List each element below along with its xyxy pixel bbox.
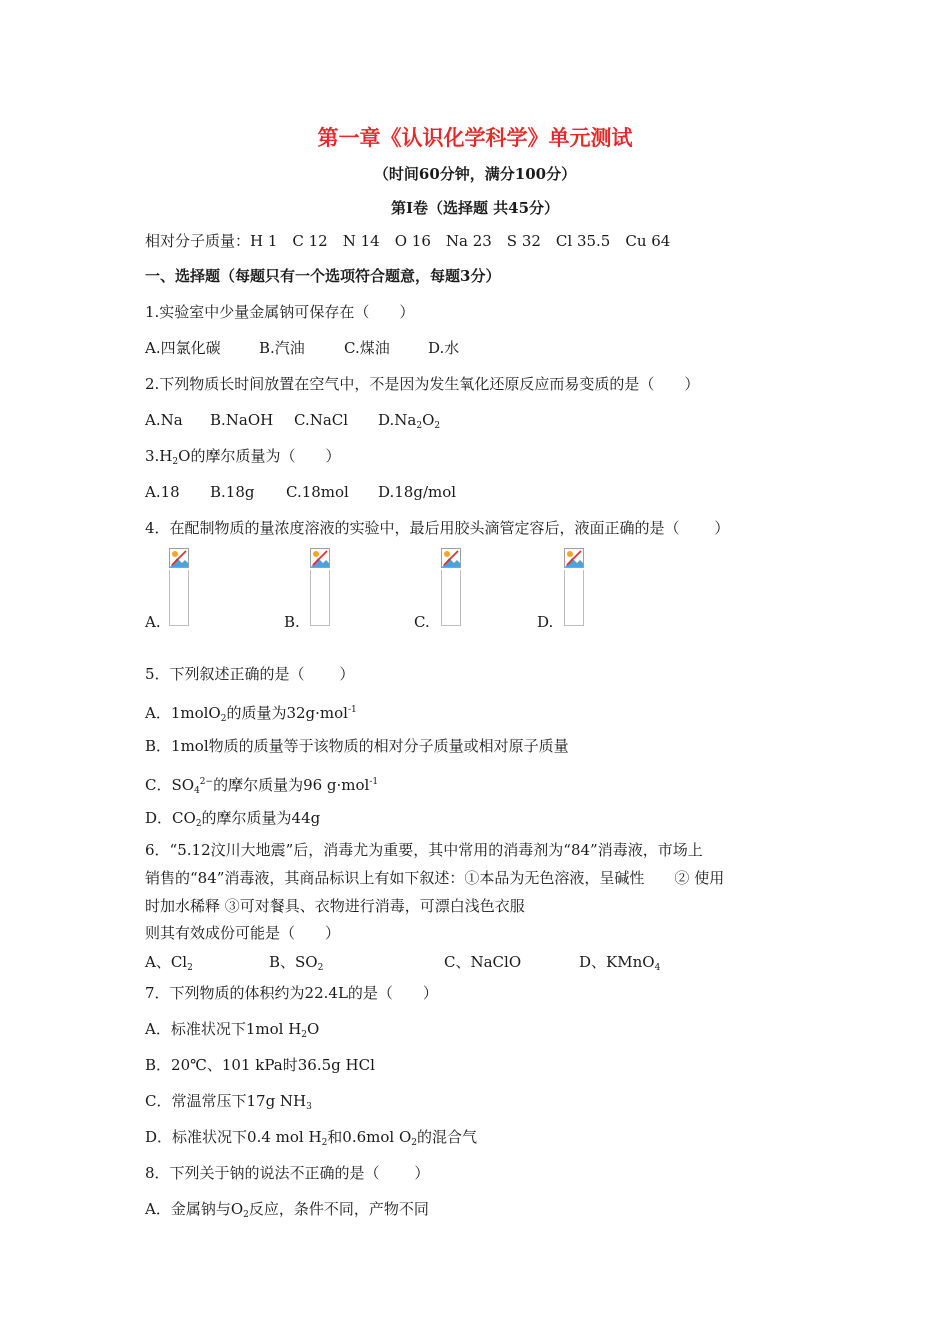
q4-option-d-label: D.	[537, 613, 554, 631]
q4-option-a-label: A.	[145, 613, 161, 631]
question-6-line-3: 时加水稀释 ③可对餐具、衣物进行消毒，可漂白浅色衣服	[145, 897, 525, 915]
test-tube-outline	[310, 570, 330, 626]
q1-option-b: B.汽油	[259, 339, 305, 357]
broken-image-icon	[564, 548, 584, 568]
q4-option-a-image	[169, 548, 193, 628]
q3-option-a: A.18	[145, 483, 180, 501]
question-7-stem: 7．下列物质的体积约为22.4L的是（ ）	[145, 984, 438, 1002]
q8-option-a: A．金属钠与$O_2$反应，条件不同，产物不同	[145, 1200, 429, 1220]
q1-option-c: C.煤油	[344, 339, 390, 357]
part-title: 第Ⅰ卷（选择题 共45分）	[390, 199, 560, 217]
q7-option-b: B．20℃、101 kPa时36.5g HCl	[145, 1056, 375, 1074]
q3-option-d: D.18g/mol	[378, 483, 457, 501]
q6-option-a: A、$Cl_2$	[145, 953, 193, 973]
question-8-stem: 8．下列关于钠的说法不正确的是（ ）	[145, 1164, 430, 1182]
molar-mass-line: 相对分子质量：H 1 C 12 N 14 O 16 Na 23 S 32 Cl 35.5 Cu 64	[145, 232, 671, 250]
q1-option-d: D.水	[428, 339, 460, 357]
q4-option-b-image	[310, 548, 334, 628]
question-2-stem: 2.下列物质长时间放置在空气中，不是因为发生氧化还原反应而易变质的是（ ）	[145, 375, 700, 393]
test-tube-outline	[441, 570, 461, 626]
q2-option-c: C.NaCl	[294, 411, 349, 429]
q4-option-d-image	[564, 548, 588, 628]
test-tube-outline	[564, 570, 584, 626]
q4-option-c-label: C.	[414, 613, 430, 631]
q5-option-c: C．$SO_4^{2-}$的摩尔质量为96 g·mol$^{-1}$	[145, 776, 379, 796]
q1-option-a: A.四氯化碳	[145, 339, 221, 357]
q3-option-c: C.18mol	[286, 483, 349, 501]
q6-option-d: D、KMnO$_4$	[579, 953, 661, 973]
broken-image-icon	[310, 548, 330, 568]
question-6-line-4: 则其有效成份可能是（ ）	[145, 924, 341, 942]
q2-option-b: B.NaOH	[210, 411, 274, 429]
question-4-stem: 4．在配制物质的量浓度溶液的实验中，最后用胶头滴管定容后，液面正确的是（ ）	[145, 519, 730, 537]
page-title: 第一章《认识化学科学》单元测试	[317, 125, 633, 150]
q4-option-b-label: B.	[284, 613, 300, 631]
q6-option-c: C、NaClO	[444, 953, 522, 971]
broken-image-icon	[441, 548, 461, 568]
q2-option-a: A.Na	[145, 411, 183, 429]
test-tube-outline	[169, 570, 189, 626]
q6-option-b: B、$SO_2$	[269, 953, 324, 973]
q5-option-b: B．1mol物质的质量等于该物质的相对分子质量或相对原子质量	[145, 737, 569, 755]
q7-option-d: D．标准状况下0.4 mol $H_2$和0.6mol $O_2$的混合气	[145, 1128, 478, 1148]
q5-option-a: A．1molO$_2$的质量为32g·mol$^{-1}$	[145, 704, 357, 724]
question-3-stem: $3.H_2O$的摩尔质量为（ ）	[145, 447, 341, 467]
q3-option-b: B.18g	[210, 483, 255, 501]
q2-option-d: $D.Na_2O_2$	[378, 411, 441, 431]
q4-option-c-image	[441, 548, 465, 628]
question-6-line-2: 销售的“84”消毒液，其商品标识上有如下叙述：①本品为无色溶液，呈碱性 ② 使用	[145, 869, 725, 887]
q7-option-c: C．常温常压下17g $NH_3$	[145, 1092, 312, 1112]
question-6-line-1: 6．“5.12汶川大地震”后，消毒尤为重要，其中常用的消毒剂为“84”消毒液，市场上	[145, 841, 703, 859]
question-1-stem: 1.实验室中少量金属钠可保存在（ ）	[145, 303, 415, 321]
time-note: （时间60分钟，满分100分）	[373, 165, 577, 183]
broken-image-icon	[169, 548, 189, 568]
section-title: 一、选择题（每题只有一个选项符合题意，每题3分）	[145, 267, 501, 285]
question-5-stem: 5．下列叙述正确的是（ ）	[145, 665, 355, 683]
q5-option-d: D．$CO_2$的摩尔质量为44g	[145, 809, 321, 829]
q7-option-a: A．标准状况下1mol $H_2O$	[145, 1020, 320, 1040]
